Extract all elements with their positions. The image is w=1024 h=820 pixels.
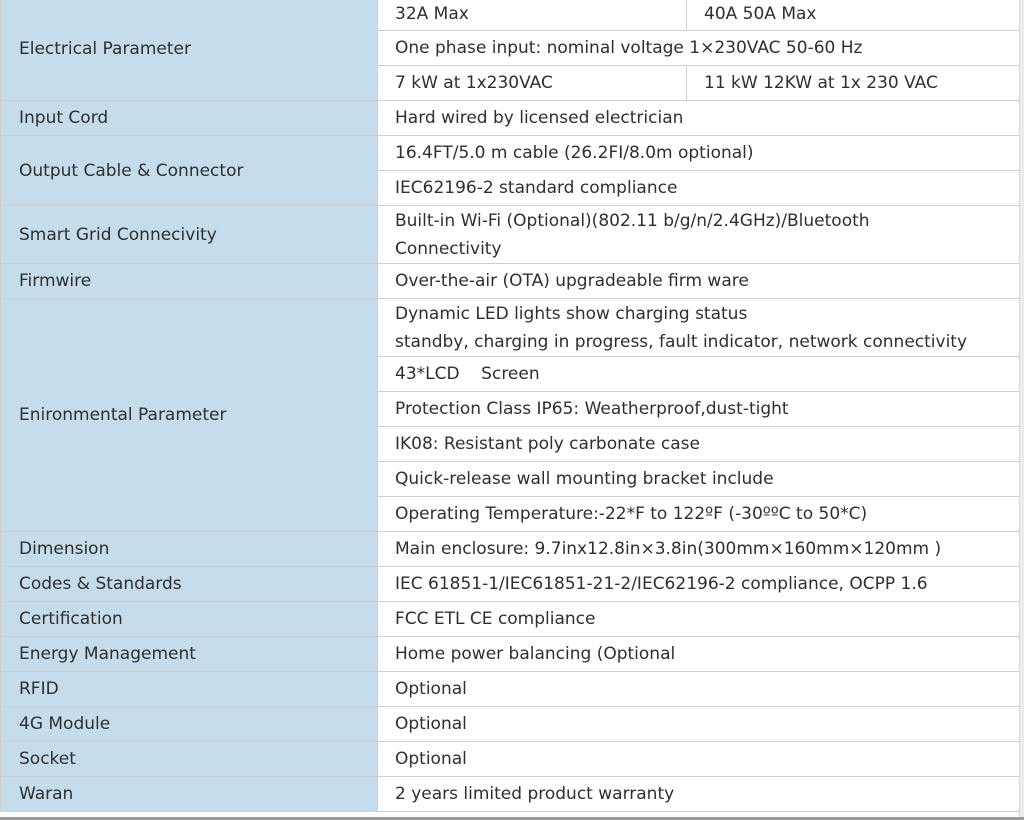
row-label-codes: Codes & Standards [1,567,378,602]
table-row [1,206,1021,264]
table-row [1,602,1021,637]
input-cord-value: Hard wired by licensed electrician [378,101,1021,136]
table-row [1,264,1021,299]
table-row [1,532,1021,567]
electrical-voltage: One phase input: nominal voltage 1×230VAC 50-60 Hz [378,31,1021,66]
electrical-power-a: 7 kW at 1x230VAC [378,66,687,101]
environmental-led-line-2: standby, charging in progress, fault indicator, network connectivity [395,331,968,352]
table-row [1,707,1021,742]
table-row [1,567,1021,602]
row-label-energy: Energy Management [1,637,378,672]
electrical-current-b: 40A 50A Max [687,0,1021,31]
row-label-warranty: Waran [1,777,378,812]
row-label-input-cord: Input Cord [1,101,378,136]
table-row [1,0,1021,31]
codes-value: IEC 61851-1/IEC61851-21-2/IEC62196-2 compliance, OCPP 1.6 [378,567,1021,602]
rfid-value: Optional [378,672,1021,707]
table-row [1,672,1021,707]
table-row [1,299,1021,357]
certification-value: FCC ETL CE compliance [378,602,1021,637]
row-label-smart-grid: Smart Grid Connecivity [1,206,378,264]
row-label-rfid: RFID [1,672,378,707]
dimension-value: Main enclosure: 9.7inx12.8in×3.8in(300mm×160mm×120mm ) [378,532,1021,567]
environmental-led-line-1: Dynamic LED lights show charging status [395,303,748,324]
smart-grid-line-1: Built-in Wi-Fi (Optional)(802.11 b/g/n/2.4GHz)/Bluetooth [395,210,870,231]
environmental-bracket-value: Quick-release wall mounting bracket include [378,462,1021,497]
row-label-socket: Socket [1,742,378,777]
electrical-power-b: 11 kW 12KW at 1x 230 VAC [687,66,1021,101]
4g-module-value: Optional [378,707,1021,742]
table-row [1,101,1021,136]
environmental-temperature-value: Operating Temperature:-22*F to 122ºF (-30ººC to 50*C) [378,497,1021,532]
environmental-lcd-value: 43*LCD Screen [378,357,1021,392]
page-right-edge [1019,0,1024,820]
smart-grid-line-2: Connectivity [395,238,502,259]
row-label-output-cable: Output Cable & Connector [1,136,378,206]
row-label-4g-module: 4G Module [1,707,378,742]
table-row [1,742,1021,777]
table-row [1,777,1021,812]
socket-value: Optional [378,742,1021,777]
row-label-dimension: Dimension [1,532,378,567]
output-standard-value: IEC62196-2 standard compliance [378,171,1021,206]
row-label-certification: Certification [1,602,378,637]
firmware-value: Over-the-air (OTA) upgradeable firm ware [378,264,1021,299]
table-row [1,136,1021,171]
row-label-electrical: Electrical Parameter [1,0,378,101]
row-label-environmental: Enironmental Parameter [1,299,378,532]
output-cable-value: 16.4FT/5.0 m cable (26.2FI/8.0m optional) [378,136,1021,171]
energy-value: Home power balancing (Optional [378,637,1021,672]
environmental-protection-value: Protection Class IP65: Weatherproof,dust-tight [378,392,1021,427]
electrical-current-a: 32A Max [378,0,687,31]
environmental-ik08-value: IK08: Resistant poly carbonate case [378,427,1021,462]
environmental-led-value [378,299,1021,357]
row-label-firmware: Firmwire [1,264,378,299]
warranty-value: 2 years limited product warranty [378,777,1021,812]
smart-grid-value [378,206,1021,264]
table-row [1,637,1021,672]
